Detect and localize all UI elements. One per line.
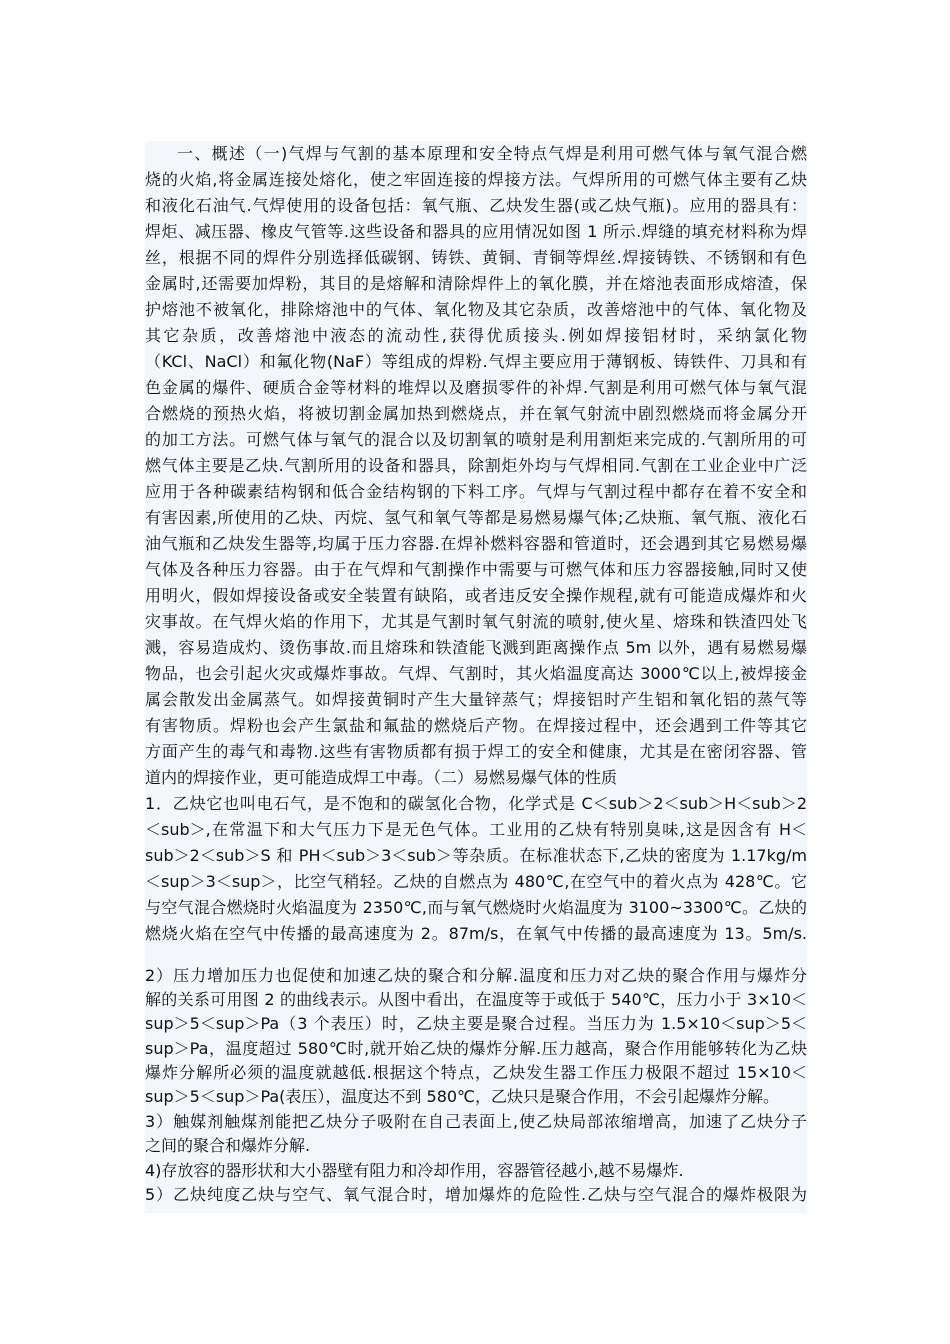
text-line: 燃气体主要是乙炔.气割所用的设备和器具，除割炬外均与气焊相同.气割在工业企业中广泛 (145, 456, 807, 475)
text-line: sup＞Pa，温度超过 580℃时,就开始乙炔的爆炸分解.压力越高，聚合作用能够转化为乙炔 (145, 1039, 807, 1058)
text-line: 爆炸分解所必须的温度就越低.根据这个特点，乙炔发生器工作压力极限不超过 15×10＜ (145, 1063, 807, 1082)
text-line: 有害物质。焊粉也会产生氯盐和氟盐的燃烧后产物。在焊接过程中，还会遇到工件等其它 (145, 716, 807, 735)
text-line: ＜sup＞3＜sup＞，比空气稍轻。乙炔的自燃点为 480℃,在空气中的着火点为 428℃。它 (145, 872, 807, 891)
text-line: 烧的火焰,将金属连接处熔化，使之牢固连接的焊接方法。气焊所用的可燃气体主要有乙炔 (145, 170, 807, 189)
text-line: 之间的聚合和爆炸分解. (145, 1136, 311, 1155)
text-line: 焊炬、减压器、橡皮气管等.这些设备和器具的应用情况如图 1 所示.焊缝的填充材料称为焊 (145, 222, 807, 241)
text-line: ＜sub＞,在常温下和大气压力下是无色气体。工业用的乙炔有特别臭味,这是因含有 H＜ (145, 820, 807, 839)
text-line: 道内的焊接作业，更可能造成焊工中毒。（二）易燃易爆气体的性质 (145, 768, 618, 787)
text-line: 2）压力增加压力也促使和加速乙炔的聚合和分解.温度和压力对乙炔的聚合作用与爆炸分 (145, 966, 807, 985)
text-line: 油气瓶和乙炔发生器等,均属于压力容器.在焊补燃料容器和管道时，还会遇到其它易燃易爆 (145, 534, 807, 553)
text-line: sup＞5＜sup＞Pa(表压），温度达不到 580℃，乙炔只是聚合作用，不会引起爆炸分解。 (145, 1087, 780, 1106)
text-line: 属会散发出金属蒸气。如焊接黄铜时产生大量锌蒸气；焊接铝时产生铝和氧化铝的蒸气等 (145, 690, 807, 709)
text-line: 色金属的爆件、硬质合金等材料的堆焊以及磨损零件的补焊.气割是利用可燃气体与氧气混 (145, 378, 807, 397)
text-line: 护熔池不被氧化，排除熔池中的气体、氧化物及其它杂质，改善熔池中的气体、氧化物及 (145, 300, 807, 319)
text-line: 应用于各种碳素结构钢和低合金结构钢的下料工序。气焊与气割过程中都存在着不安全和 (145, 482, 807, 501)
text-line: 溅，容易造成灼、烫伤事故.而且熔珠和铁渣能飞溅到距离操作点 5m 以外，遇有易燃易爆 (145, 638, 807, 657)
text-line: 5）乙炔纯度乙炔与空气、氧气混合时，增加爆炸的危险性.乙炔与空气混合的爆炸极限为 (145, 1185, 807, 1204)
text-line: 气体及各种压力容器。由于在气焊和气割操作中需要与可燃气体和压力容器接触,同时又使 (145, 560, 807, 579)
text-line: 物品，也会引起火灾或爆炸事故。气焊、气割时，其火焰温度高达 3000℃以上,被焊接金 (145, 664, 807, 683)
text-line: 燃烧火焰在空气中传播的最高速度为 2。87m/s，在氧气中传播的最高速度为 13。5m/s. (145, 924, 807, 943)
text-line: 4)存放容的器形状和大小器壁有阻力和冷却作用，容器管径越小,越不易爆炸. (145, 1161, 684, 1180)
text-line: 的加工方法。可燃气体与氧气的混合以及切割氧的喷射是利用割炬来完成的.气割所用的可 (145, 430, 807, 449)
text-line: 1．乙炔它也叫电石气，是不饱和的碳氢化合物，化学式是 C＜sub＞2＜sub＞H＜sub＞2 (145, 794, 807, 813)
text-line: 方面产生的毒气和毒物.这些有害物质都有损于焊工的安全和健康，尤其是在密闭容器、管 (145, 742, 807, 761)
text-line: 合燃烧的预热火焰，将被切割金属加热到燃烧点，并在氧气射流中剧烈燃烧而将金属分开 (145, 404, 807, 423)
text-line: 一、概述（一)气焊与气割的基本原理和安全特点气焊是利用可燃气体与氧气混合燃 (177, 144, 807, 163)
text-line: sup＞5＜sup＞Pa（3 个表压）时，乙炔主要是聚合过程。当压力为 1.5×10＜sup＞5＜ (145, 1014, 807, 1033)
text-line: 用明火，假如焊接设备或安全装置有缺陷，或者违反安全操作规程,就有可能造成爆炸和火 (145, 586, 807, 605)
text-line: 与空气混合燃烧时火焰温度为 2350℃,而与氧气燃烧时火焰温度为 3100~3300℃。乙炔的 (145, 898, 807, 917)
text-line: 有害因素,所使用的乙炔、丙烷、氢气和氧气等都是易燃易爆气体;乙炔瓶、氧气瓶、液化石 (145, 508, 807, 527)
text-block-overview (145, 141, 807, 965)
text-line: 金属时,还需要加焊粉，其目的是熔解和清除焊件上的氧化膜，并在熔池表面形成熔渣，保 (145, 274, 807, 293)
text-line: 3）触媒剂触煤剂能把乙炔分子吸附在自己表面上,使乙炔局部浓缩增高，加速了乙炔分子 (145, 1112, 807, 1131)
text-line: 丝，根据不同的焊件分别选择低碳钢、铸铁、黄铜、青铜等焊丝.焊接铸铁、不锈钢和有色 (145, 248, 807, 267)
text-line: sub＞2＜sub＞S 和 PH＜sub＞3＜sub＞等杂质。在标准状态下,乙炔的密度为 1.17kg/m (145, 846, 807, 865)
text-line: （KCl、NaCl）和氟化物(NaF）等组成的焊粉.气焊主要应用于薄钢板、铸铁件、刀具和有 (145, 352, 807, 371)
text-line: 其它杂质，改善熔池中液态的流动性,获得优质接头.例如焊接铝材时，采纳氯化物 (145, 326, 807, 345)
text-line: 和液化石油气.气焊使用的设备包括：氧气瓶、乙炔发生器(或乙炔气瓶)。应用的器具有： (145, 196, 807, 215)
text-line: 灾事故。在气焊火焰的作用下，尤其是气割时氧气射流的喷射,使火星、熔珠和铁渣四处飞 (145, 612, 807, 631)
text-block-acetylene-factors (145, 965, 807, 1213)
text-line: 解的关系可用图 2 的曲线表示。从图中看出，在温度等于或低于 540℃，压力小于 3×10＜ (145, 990, 807, 1009)
